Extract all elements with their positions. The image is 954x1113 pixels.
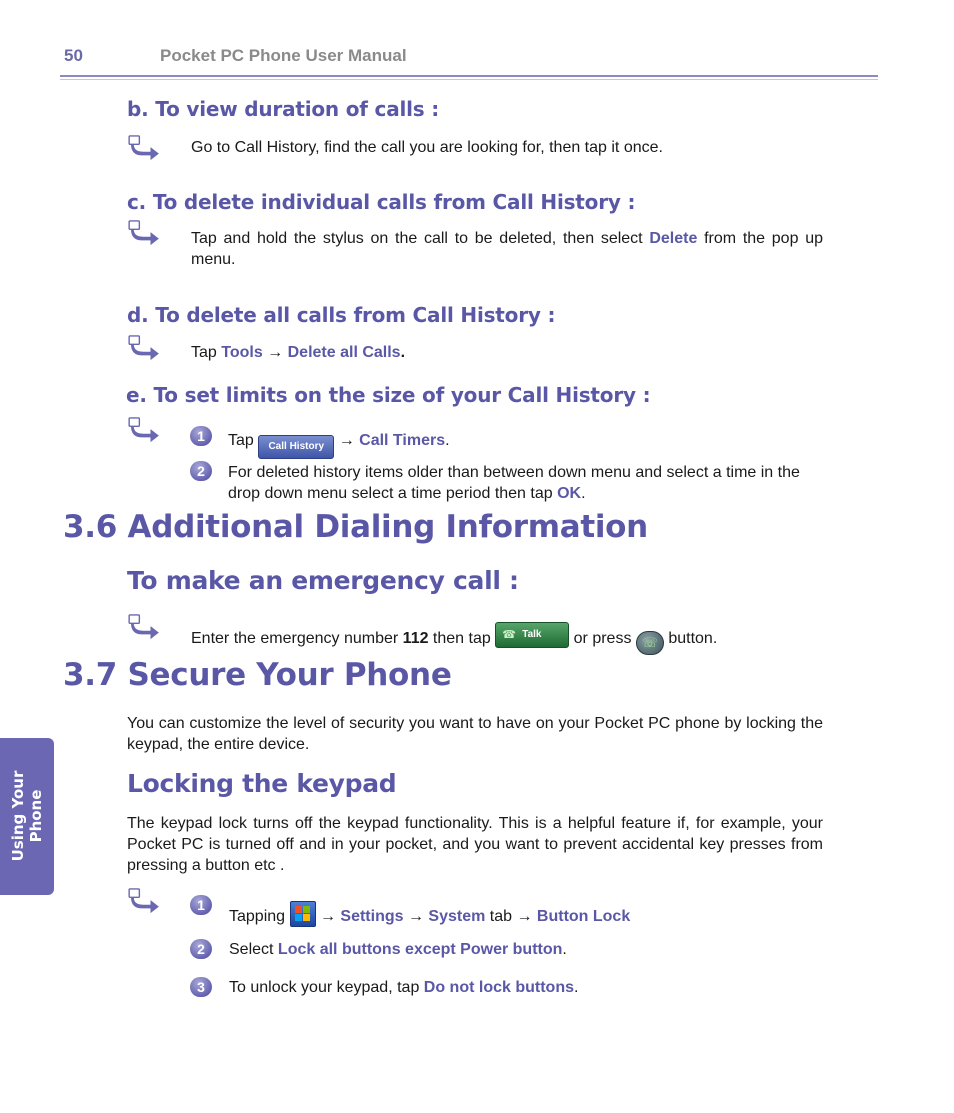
call-timers-label: Call Timers [359, 432, 446, 449]
delete-individual-text: Tap and hold the stylus on the call to be deleted, then select Delete from the pop up menu. [191, 230, 824, 268]
heading-set-limits: e. To set limits on the size of your Call History : [126, 383, 651, 407]
set-limits-step-1: Tap Call History → Call Timers. [228, 430, 450, 459]
section-3-6-heading: 3.6 Additional Dialing Information [63, 509, 648, 545]
settings-label: Settings [340, 908, 404, 925]
lock-all-label: Lock all buttons except Power button [277, 941, 563, 958]
step-badge-2: 2 [190, 461, 212, 481]
page-number: 50 [64, 46, 83, 65]
heading-view-duration: b. To view duration of calls : [127, 97, 440, 121]
ok-label: OK [557, 485, 582, 502]
header-rule [60, 75, 878, 77]
locking-step-1: Tapping → Settings → System tab → Button Lock [229, 901, 630, 927]
curved-arrow-icon [127, 417, 161, 443]
heading-delete-individual: c. To delete individual calls from Call History : [127, 190, 636, 214]
locking-step-3: To unlock your keypad, tap Do not lock buttons. [229, 979, 579, 996]
delete-label: Delete [649, 230, 698, 247]
header-rule-thin [60, 79, 878, 80]
emergency-number: 112 [402, 630, 429, 647]
heading-delete-all: d. To delete all calls from Call History : [127, 303, 556, 327]
side-tab-label: Using Your Phone [9, 770, 45, 862]
view-duration-text: Go to Call History, find the call you are looking for, then tap it once. [191, 139, 663, 156]
step-badge-1: 1 [190, 895, 212, 915]
delete-all-text: Tap Tools → Delete all Calls. [191, 344, 406, 361]
curved-arrow-icon [127, 614, 161, 640]
tools-label: Tools [221, 344, 263, 361]
curved-arrow-icon [127, 135, 161, 161]
section-3-7-heading: 3.7 Secure Your Phone [63, 657, 452, 693]
step-badge-1: 1 [190, 426, 212, 446]
locking-keypad-text: The keypad lock turns off the keypad functionality. This is a helpful feature if, for example, your Pocket PC is turned off and in your pocket, and you want to prevent accidental key presses from pressing a button etc . [127, 815, 823, 874]
locking-step-2: Select Lock all buttons except Power button. [229, 941, 567, 958]
secure-intro-text: You can customize the level of security you want to have on your Pocket PC phone by locking the keypad, the entire device. [127, 715, 823, 753]
emergency-call-text: Enter the emergency number 112 then tap ☎ Talk or press ☏ button. [191, 622, 717, 655]
windows-start-icon[interactable] [290, 901, 316, 927]
manual-title: Pocket PC Phone User Manual [160, 46, 407, 65]
talk-button[interactable]: ☎ Talk [495, 622, 569, 648]
system-label: System [428, 908, 486, 925]
call-history-button[interactable]: Call History [258, 435, 334, 459]
do-not-lock-label: Do not lock buttons [423, 979, 574, 996]
curved-arrow-icon [127, 888, 161, 914]
step-badge-3: 3 [190, 977, 212, 997]
phone-icon: ☎ [502, 629, 516, 641]
locking-keypad-heading: Locking the keypad [127, 769, 397, 798]
emergency-call-heading: To make an emergency call : [127, 566, 519, 595]
curved-arrow-icon [127, 335, 161, 361]
delete-all-label: Delete all Calls [287, 344, 401, 361]
phone-hardware-button-icon[interactable]: ☏ [636, 631, 664, 655]
curved-arrow-icon [127, 220, 161, 246]
set-limits-step-2: For deleted history items older than between down menu and select a time in the drop down menu select a time period then tap OK. [228, 464, 800, 502]
chapter-side-tab [0, 738, 54, 895]
button-lock-label: Button Lock [536, 908, 631, 925]
step-badge-2: 2 [190, 939, 212, 959]
